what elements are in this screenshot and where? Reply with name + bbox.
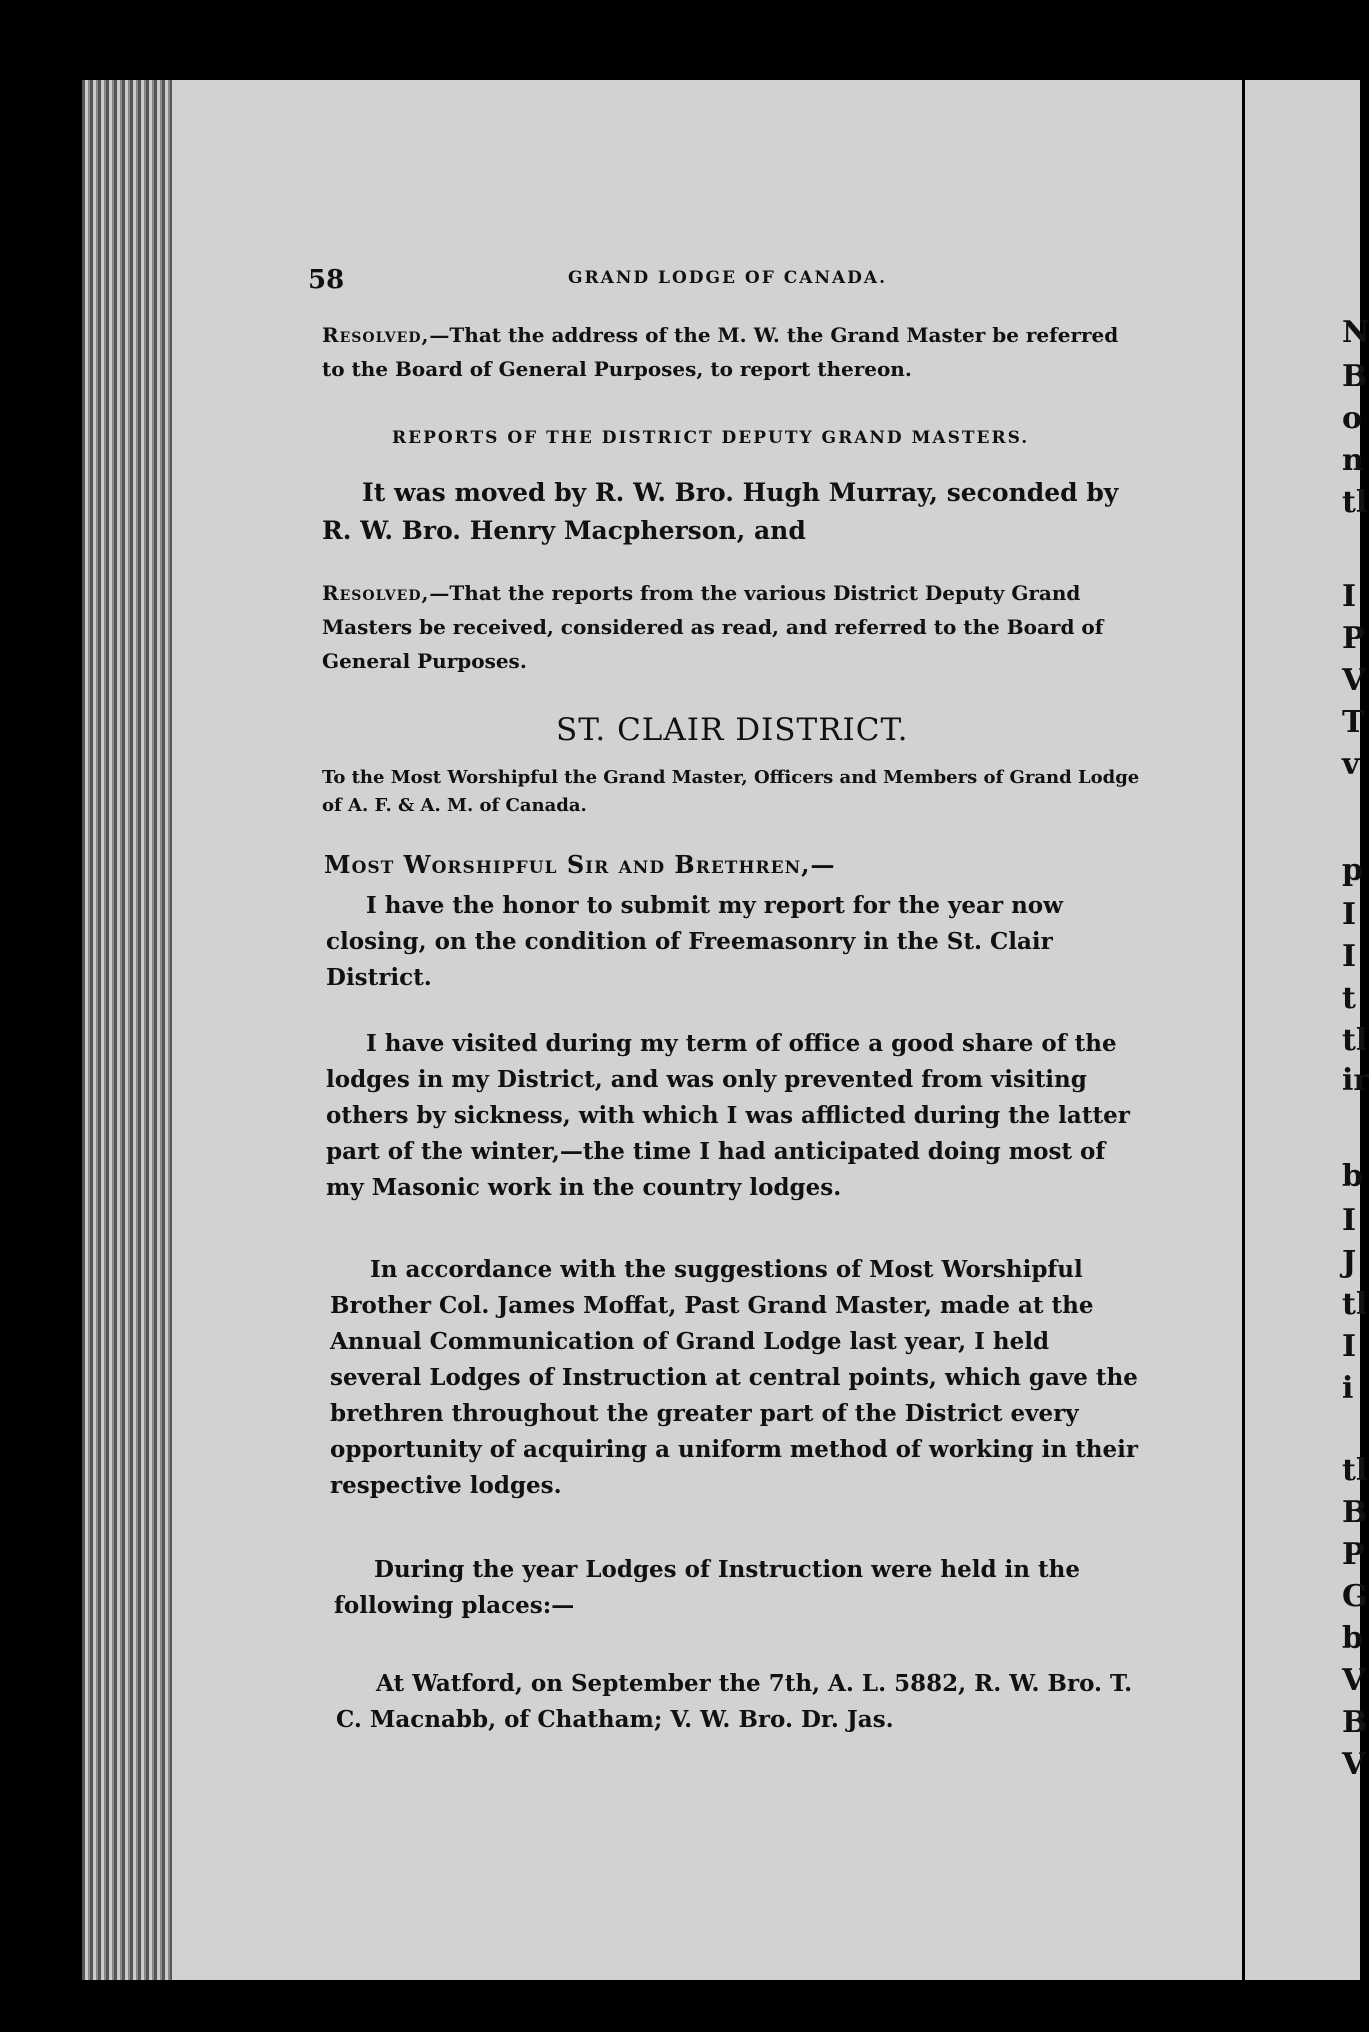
page-edges (82, 80, 172, 1980)
facing-page-letter: t (1342, 981, 1356, 1016)
facing-page-letter: P (1342, 1537, 1365, 1572)
salutation: Most Worshipful Sir and Brethren,— (324, 850, 836, 879)
resolution-text: —That the address of the M. W. the Grand Master be referred to the Board of General Purposes, to report thereon. (322, 323, 1119, 381)
resolution-1 (322, 318, 1122, 386)
facing-page-letter: P (1342, 621, 1365, 656)
facing-page-letter: I (1342, 939, 1357, 974)
facing-page-letter: T (1342, 705, 1365, 740)
facing-page-letter: I (1342, 1203, 1357, 1238)
facing-page-letter: tl (1342, 485, 1368, 520)
facing-page-letter: p (1342, 853, 1363, 888)
facing-page-letter: G (1342, 1579, 1368, 1614)
facing-page-letter: b (1342, 1621, 1363, 1656)
paragraph: I have visited during my term of office a good share of the lodges in my District, and was only prevented from visiting others by sickness, with which I was afflicted during the latter part of the winter,—the time I had anticipated doing most of my Masonic work in the country lodges. (326, 1030, 1130, 1201)
facing-page-letter: V (1342, 1663, 1366, 1698)
facing-page-letter: tl (1342, 1023, 1368, 1058)
facing-page-letter: tl (1342, 1287, 1368, 1322)
facing-page-letter: B (1342, 359, 1368, 394)
facing-page-letter: b (1342, 1159, 1363, 1194)
district-title: ST. CLAIR DISTRICT. (556, 712, 909, 748)
running-head: GRAND LODGE OF CANADA. (568, 268, 888, 288)
section-heading: REPORTS OF THE DISTRICT DEPUTY GRAND MASTERS. (392, 428, 1030, 448)
resolution-text: —That the reports from the various District Deputy Grand Masters be received, considered as read, and referred to the Board of General Purposes. (322, 581, 1104, 673)
facing-page-letter: B (1342, 1705, 1368, 1740)
facing-page-letter: I (1342, 1329, 1357, 1364)
facing-page-letter: V (1342, 663, 1366, 698)
resolved-label: Resolved, (322, 323, 430, 347)
page-number: 58 (308, 265, 345, 295)
facing-page-letter: N (1342, 315, 1369, 350)
facing-page-letter: B (1342, 1495, 1368, 1530)
paragraph: In accordance with the suggestions of Most Worshipful Brother Col. James Moffat, Past Grand Master, made at the Annual Communication of Grand Lodge last year, I held several Lodges of Instruction at central points, which gave the brethren throughout the greater part of the District every opportunity of acquiring a uniform method of working in their respective lodges. (330, 1256, 1138, 1499)
paragraph: During the year Lodges of Instruction were held in the following places:— (334, 1556, 1081, 1619)
address-line: To the Most Worshipful the Grand Master, Officers and Members of Grand Lodge of A. F. & A. M. of Canada. (322, 767, 1140, 816)
facing-page-letter: V (1342, 1747, 1366, 1782)
facing-page-letter: I (1342, 579, 1357, 614)
motion-text: It was moved by R. W. Bro. Hugh Murray, seconded by R. W. Bro. Henry Macpherson, and (322, 478, 1119, 545)
facing-page-letter: ir (1342, 1063, 1369, 1098)
paragraph: I have the honor to submit my report for the year now closing, on the condition of Freemasonry in the St. Clair District. (326, 892, 1063, 991)
facing-page-letter: v (1342, 747, 1360, 782)
facing-page-letter: n (1342, 443, 1364, 478)
paragraph: At Watford, on September the 7th, A. L. 5882, R. W. Bro. T. C. Macnabb, of Chatham; V. W. Bro. Dr. Jas. (336, 1670, 1133, 1733)
resolved-label: Resolved, (322, 581, 430, 605)
facing-page-letter: I (1342, 897, 1357, 932)
facing-page-letter: J (1342, 1245, 1357, 1280)
facing-page-letter: i (1342, 1371, 1354, 1406)
facing-page-letter: tl (1342, 1453, 1368, 1488)
resolution-2 (322, 576, 1132, 678)
facing-page-letter: o (1342, 401, 1363, 436)
